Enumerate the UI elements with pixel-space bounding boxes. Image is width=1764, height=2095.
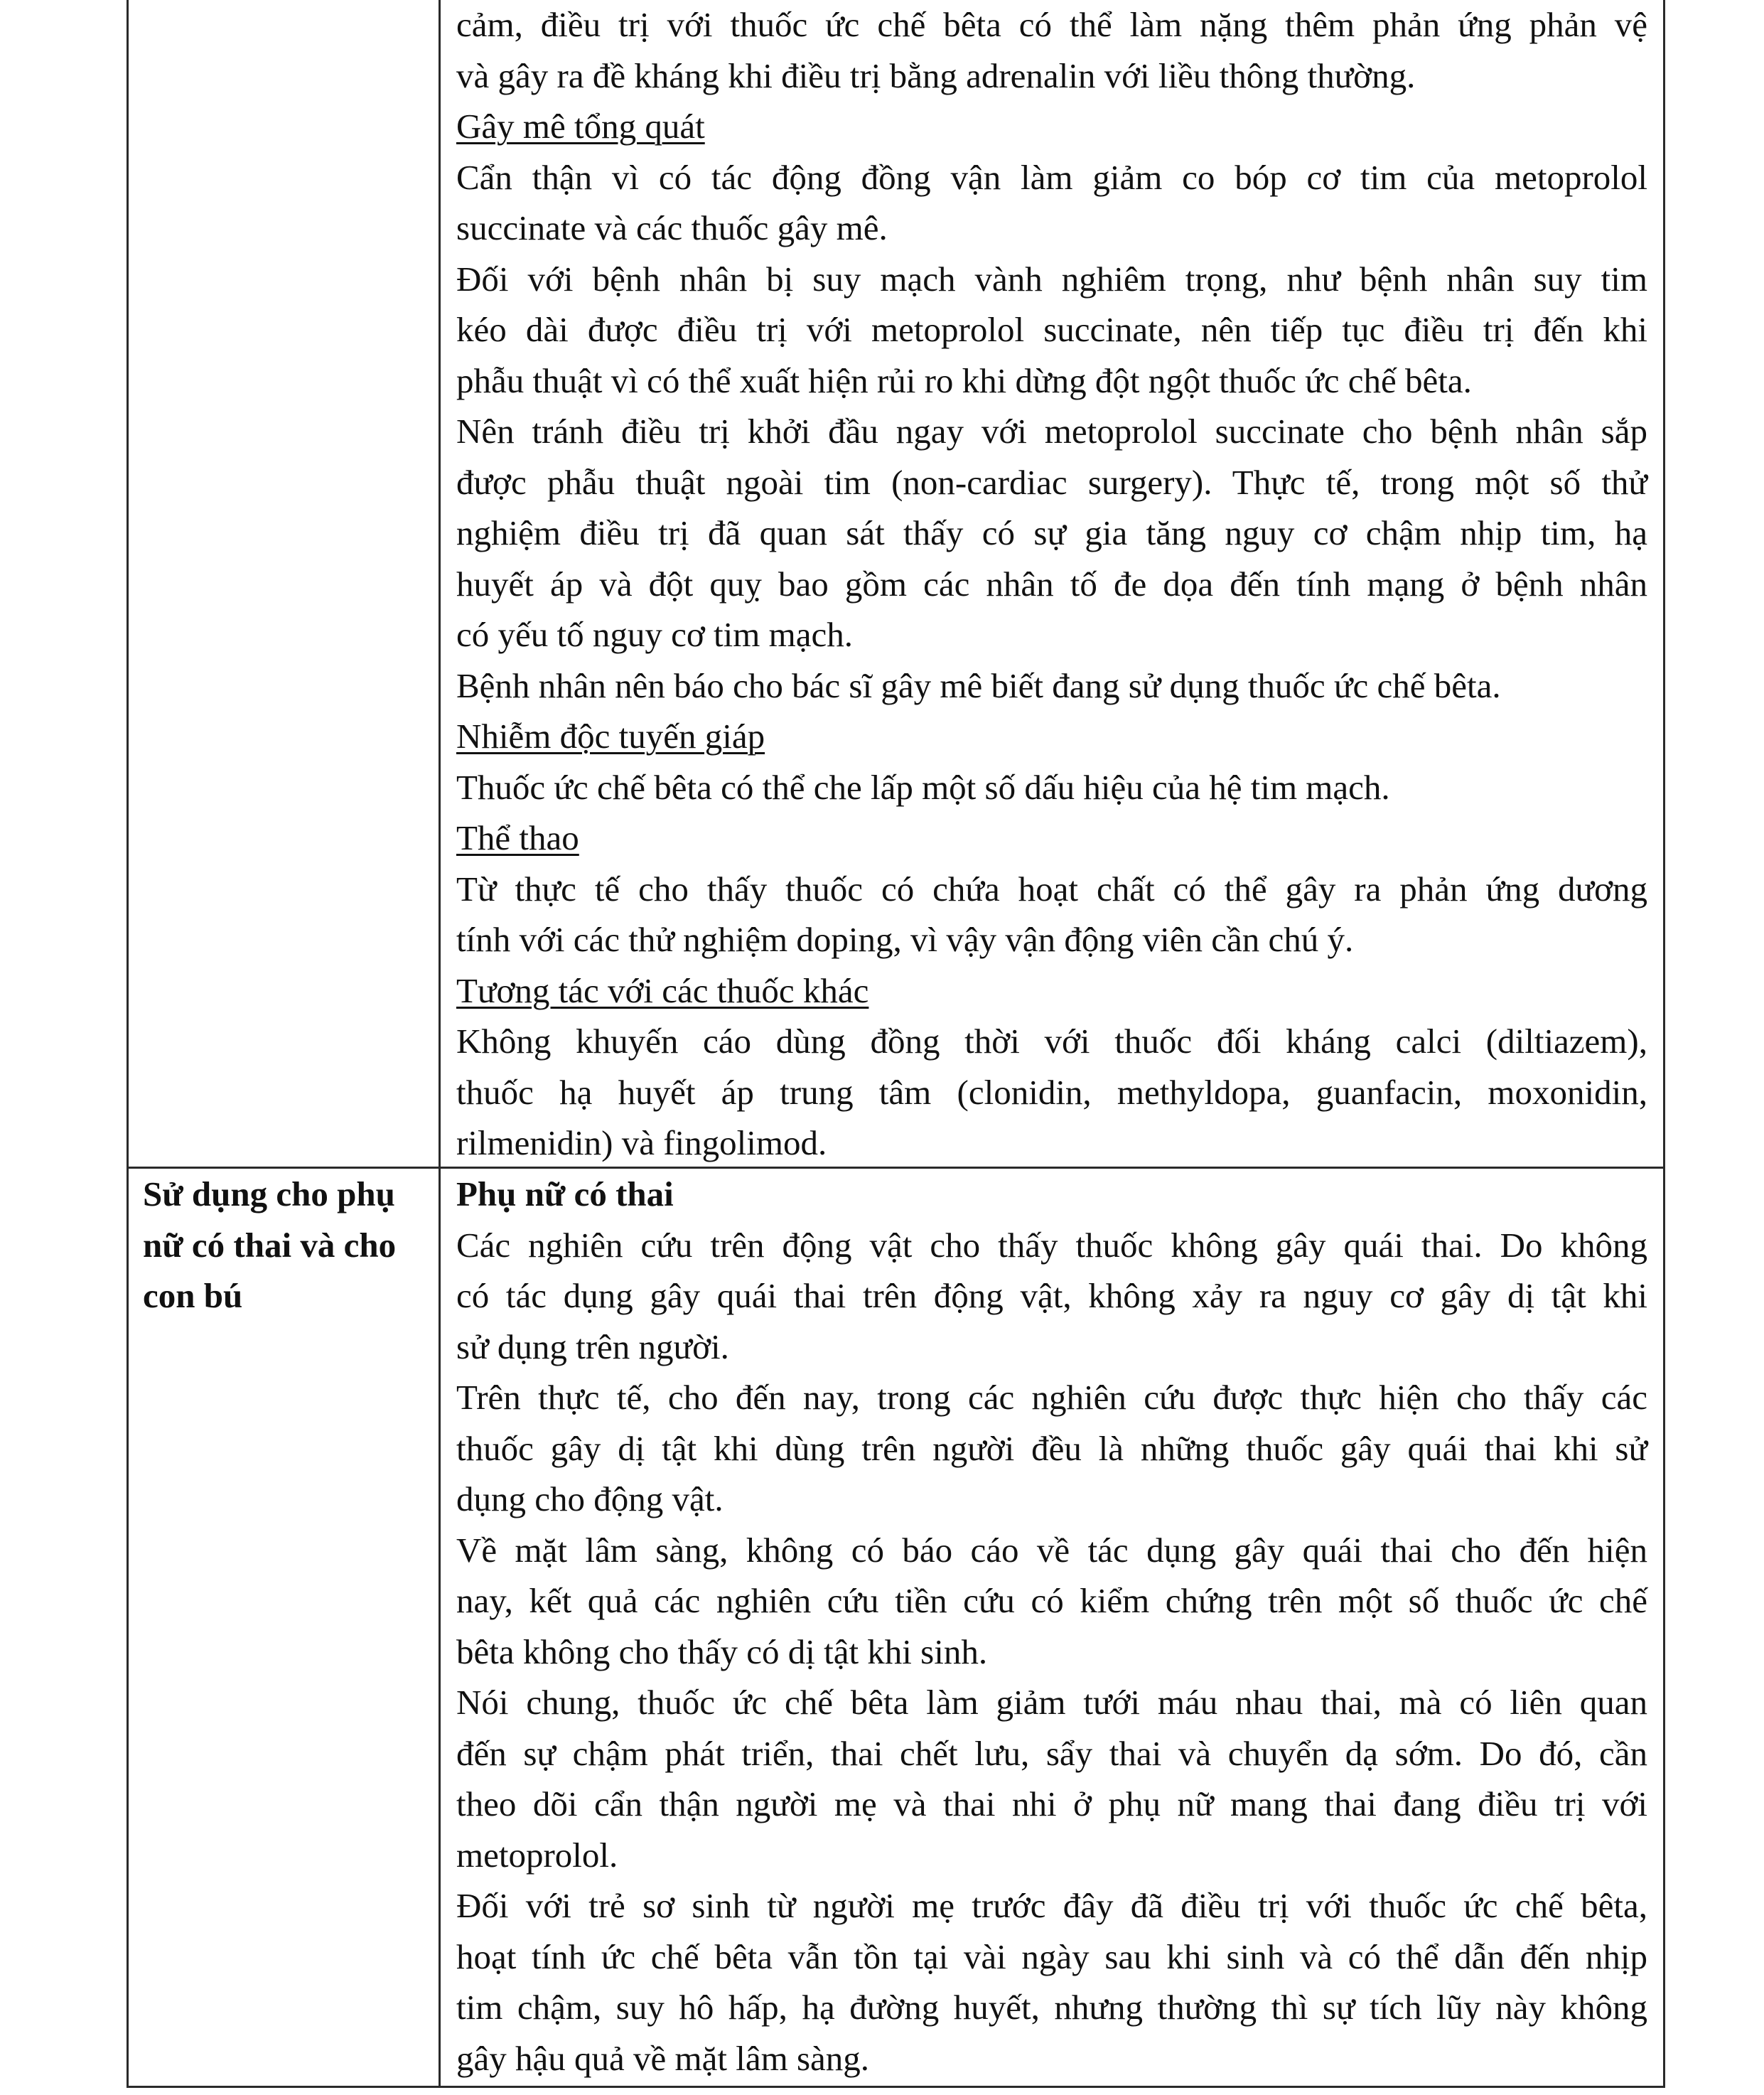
paragraph-line: kéo dài được điều trị với metoprolol succinate, nên tiếp tục điều trị đến khi: [456, 310, 1647, 349]
paragraph-line: gây hậu quả về mặt lâm sàng.: [456, 2038, 870, 2078]
drug-info-table: [127, 0, 1665, 2088]
paragraph-line: metoprolol.: [456, 1835, 618, 1875]
paragraph-line: rilmenidin) và fingolimod.: [456, 1123, 827, 1162]
row1-label-cell: [128, 0, 440, 1168]
section-paragraph: [456, 762, 1647, 813]
paragraph-line: Các nghiên cứu trên động vật cho thấy thuốc không gây quái thai. Do không: [456, 1225, 1647, 1265]
paragraph-line: Đối với bệnh nhân bị suy mạch vành nghiêm trọng, như bệnh nhân suy tim: [456, 259, 1647, 299]
paragraph-line: huyết áp và đột quỵ bao gồm các nhân tố đe dọa đến tính mạng ở bệnh nhân: [456, 564, 1647, 604]
paragraph-line: phẫu thuật vì có thể xuất hiện rủi ro khi dừng đột ngột thuốc ức chế bêta.: [456, 360, 1472, 400]
paragraph-line: bêta không cho thấy có dị tật khi sinh.: [456, 1631, 988, 1671]
label-line: nữ có thai và cho: [143, 1225, 397, 1265]
paragraph-line: Cẩn thận vì có tác động đồng vận làm giảm co bóp cơ tim của metoprolol: [456, 157, 1647, 197]
row2-content-cell: [440, 1168, 1664, 2087]
label-line: con bú: [143, 1276, 243, 1315]
section-paragraph: [456, 254, 1647, 407]
paragraph-line: thuốc hạ huyết áp trung tâm (clonidin, methyldopa, guanfacin, moxonidin,: [456, 1072, 1647, 1112]
row1-content-cell: [440, 0, 1664, 1168]
paragraph-line: hoạt tính ức chế bêta vẫn tồn tại vài ngày sau khi sinh và có thể dẫn đến nhịp: [456, 1936, 1647, 1976]
label-line: Sử dụng cho phụ: [143, 1174, 395, 1213]
paragraph-line: có tác dụng gây quái thai trên động vật, không xảy ra nguy cơ gây dị tật khi: [456, 1276, 1647, 1315]
pregnancy-paragraph: [456, 1372, 1647, 1525]
paragraph-line: và gây ra đề kháng khi điều trị bằng adrenalin với liều thông thường.: [456, 55, 1416, 95]
pregnancy-heading: Phụ nữ có thai: [456, 1174, 674, 1213]
paragraph-line: Thuốc ức chế bêta có thể che lấp một số dấu hiệu của hệ tim mạch.: [456, 767, 1390, 807]
table-row-pregnancy: [128, 1168, 1664, 2087]
section-heading: Nhiễm độc tuyến giáp: [456, 717, 765, 756]
paragraph-line: sử dụng trên người.: [456, 1327, 729, 1366]
paragraph-line: Nói chung, thuốc ức chế bêta làm giảm tưới máu nhau thai, mà có liên quan: [456, 1683, 1647, 1722]
paragraph-line: tính với các thử nghiệm doping, vì vậy vận động viên cần chú ý.: [456, 920, 1354, 959]
paragraph-line: theo dõi cẩn thận người mẹ và thai nhi ở phụ nữ mang thai đang điều trị với: [456, 1784, 1647, 1823]
row1-content: [441, 0, 1663, 1167]
paragraph-line: nghiệm điều trị đã quan sát thấy có sự gia tăng nguy cơ chậm nhịp tim, hạ: [456, 513, 1647, 552]
pregnancy-paragraph: [456, 1880, 1647, 2084]
paragraph-line: nay, kết quả các nghiên cứu tiền cứu có kiểm chứng trên một số thuốc ức chế: [456, 1581, 1647, 1620]
row2-label-cell: [128, 1168, 440, 2087]
section-paragraph: [456, 864, 1647, 965]
section-heading: Gây mê tổng quát: [456, 107, 705, 146]
paragraph-line: Bệnh nhân nên báo cho bác sĩ gây mê biết đang sử dụng thuốc ức chế bêta.: [456, 665, 1501, 705]
paragraph-line: Nên tránh điều trị khởi đầu ngay với metoprolol succinate cho bệnh nhân sắp: [456, 412, 1647, 451]
paragraph-line: Không khuyến cáo dùng đồng thời với thuốc đối kháng calci (diltiazem),: [456, 1022, 1647, 1061]
paragraph-line: thuốc gây dị tật khi dùng trên người đều là những thuốc gây quái thai khi sử: [456, 1428, 1647, 1468]
pregnancy-paragraph: [456, 1525, 1647, 1678]
intro-paragraph: [456, 0, 1647, 101]
section-paragraph: [456, 152, 1647, 254]
section-heading: Thể thao: [456, 818, 579, 857]
pregnancy-paragraph: [456, 1220, 1647, 1373]
paragraph-line: Về mặt lâm sàng, không có báo cáo về tác dụng gây quái thai cho đến hiện: [456, 1530, 1647, 1570]
table-row-precautions: [128, 0, 1664, 1168]
paragraph-line: tim chậm, suy hô hấp, hạ đường huyết, nhưng thường thì sự tích lũy này không: [456, 1988, 1647, 2027]
paragraph-line: Đối với trẻ sơ sinh từ người mẹ trước đây đã điều trị với thuốc ức chế bêta,: [456, 1886, 1647, 1925]
paragraph-line: dụng cho động vật.: [456, 1479, 724, 1518]
section-paragraph: [456, 1016, 1647, 1167]
row2-content: [441, 1169, 1663, 2086]
section-heading: Tương tác với các thuốc khác: [456, 970, 869, 1010]
paragraph-line: Từ thực tế cho thấy thuốc có chứa hoạt chất có thể gây ra phản ứng dương: [456, 869, 1647, 909]
paragraph-line: đến sự chậm phát triển, thai chết lưu, sẩy thai và chuyển dạ sớm. Do đó, cần: [456, 1733, 1647, 1773]
section-paragraph: [456, 660, 1647, 712]
paragraph-line: có yếu tố nguy cơ tim mạch.: [456, 615, 853, 654]
paragraph-line: cảm, điều trị với thuốc ức chế bêta có thể làm nặng thêm phản ứng phản vệ: [456, 5, 1647, 44]
paragraph-line: được phẫu thuật ngoài tim (non-cardiac surgery). Thực tế, trong một số thử: [456, 462, 1647, 502]
paragraph-line: Trên thực tế, cho đến nay, trong các nghiên cứu được thực hiện cho thấy các: [456, 1378, 1647, 1417]
row2-label: [143, 1169, 424, 1322]
paragraph-line: succinate và các thuốc gây mê.: [456, 208, 888, 247]
section-paragraph: [456, 406, 1647, 660]
pregnancy-paragraph: [456, 1677, 1647, 1880]
